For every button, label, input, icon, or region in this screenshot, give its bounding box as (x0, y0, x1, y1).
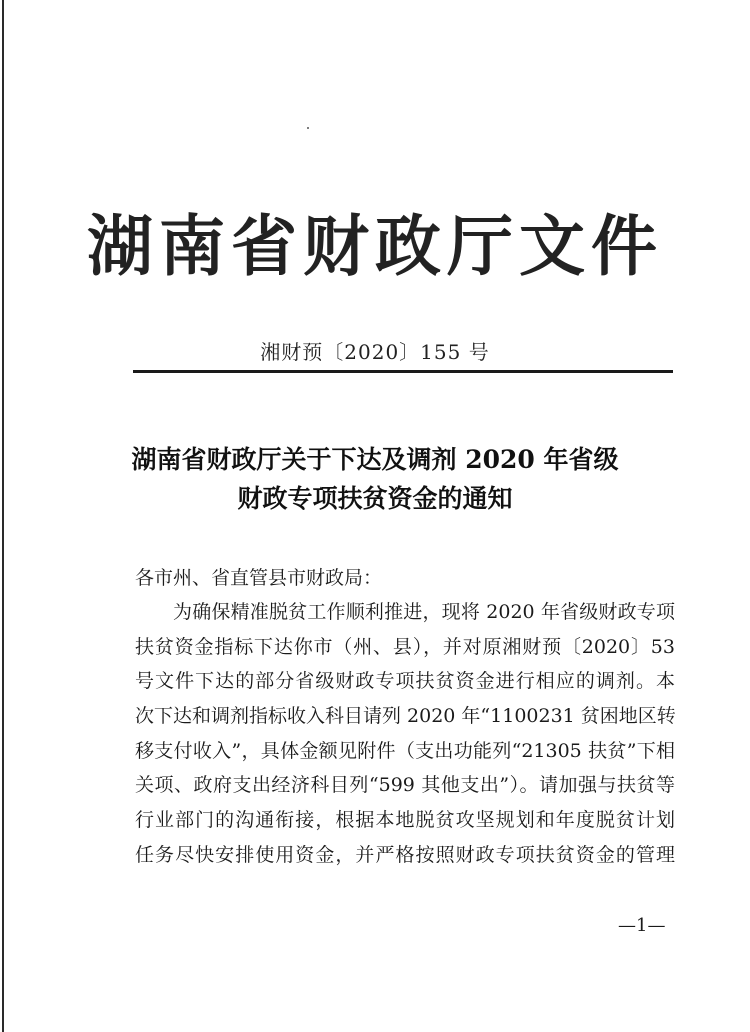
body-text (135, 595, 675, 873)
body-line: 行业部门的沟通衔接，根据本地脱贫攻坚规划和年度脱贫计划 (135, 809, 675, 832)
body-line: 号文件下达的部分省级财政专项扶贫资金进行相应的调剂。本 (135, 670, 675, 693)
body-line: 关项、政府支出经济科目列“599 其他支出”）。请加强与扶贫等 (135, 774, 675, 797)
body-line: 为确保精准脱贫工作顺利推进，现将 2020 年省级财政专项 (173, 601, 675, 623)
document-number: 湘财预〔2020〕155 号 (260, 340, 490, 364)
salutation: 各市州、省直管县市财政局： (135, 567, 383, 589)
body-line: 次下达和调剂指标收入科目请列 2020 年“1100231 贫困地区转 (135, 705, 676, 728)
document-heading (0, 440, 750, 518)
page-number: —1— (618, 915, 666, 936)
issuer-title: 湖南省财政厅文件 (87, 207, 663, 285)
heading-line-1: 湖南省财政厅关于下达及调剂 2020 年省级 (131, 445, 619, 474)
body-line: 移支付收入”，具体金额见附件（支出功能列“21305 扶贫”下相 (135, 739, 675, 762)
scan-speck (307, 127, 309, 129)
body-line: 扶贫资金指标下达你市（州、县），并对原湘财预〔2020〕53 (135, 635, 675, 658)
header-divider (133, 370, 673, 373)
body-line: 任务尽快安排使用资金，并严格按照财政专项扶贫资金的管理 (135, 843, 675, 866)
heading-line-2: 财政专项扶贫资金的通知 (237, 484, 513, 513)
